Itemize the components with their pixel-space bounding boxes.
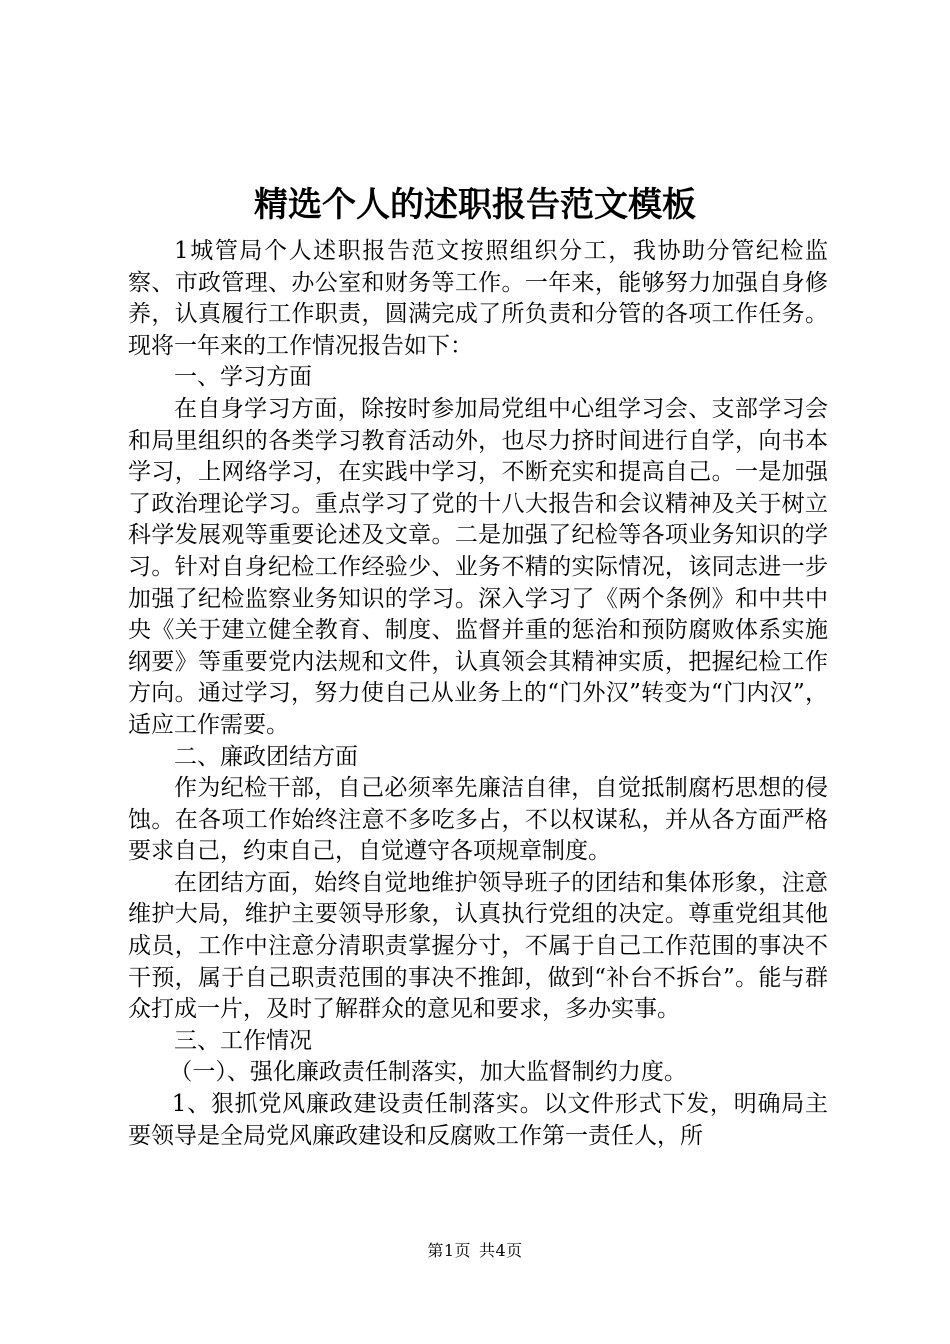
- page-total: 共4页: [479, 1241, 523, 1260]
- subsection-heading-responsibility: （一）、强化廉政责任制落实，加大监督制约力度。: [169, 1059, 687, 1086]
- paragraph-integrity: 作为纪检干部，自己必须率先廉洁自律，自觉抵制腐朽思想的侵蚀。在各项工作始终注意不多吃多占，不以权谋私，并从各方面严格要求自己，约束自己，自觉遵守各项规章制度。: [128, 775, 828, 865]
- list-item-responsibility: 1、狠抓党风廉政建设责任制落实。以文件形式下发，明确局主要领导是全局党风廉政建设和反腐败工作第一责任人，所: [128, 1091, 828, 1149]
- document-title: 精选个人的述职报告范文模板: [254, 185, 696, 225]
- paragraph-intro: 1城管局个人述职报告范文按照组织分工，我协助分管纪检监察、市政管理、办公室和财务等工作。一年来，能够努力加强自身修养，认真履行工作职责，圆满完成了所负责和分管的各项工作任务。现将一年来的工作情况报告如下：: [128, 238, 828, 359]
- page-number: 第1页: [427, 1241, 471, 1260]
- page-footer: [0, 1239, 950, 1263]
- document-body: [128, 236, 828, 1152]
- paragraph-unity: 在团结方面，始终自觉地维护领导班子的团结和集体形象，注意维护大局，维护主要领导形象，认真执行党组的决定。尊重党组其他成员，工作中注意分清职责掌握分寸，不属于自己工作范围的事决不干预，属于自己职责范围的事决不推卸，做到“补台不拆台”。能与群众打成一片，及时了解群众的意见和要求，多办实事。: [128, 869, 828, 1023]
- section-heading-study: 一、学习方面: [174, 364, 312, 391]
- section-heading-work: 三、工作情况: [174, 1027, 312, 1054]
- section-heading-integrity: 二、廉政团结方面: [174, 743, 358, 770]
- paragraph-study: 在自身学习方面，除按时参加局党组中心组学习会、支部学习会和局里组织的各类学习教育活动外，也尽力挤时间进行自学，向书本学习，上网络学习，在实践中学习，不断充实和提高自己。一是加强了政治理论学习。重点学习了党的十八大报告和会议精神及关于树立科学发展观等重要论述及文章。二是加强了纪检等各项业务知识的学习。针对自身纪检工作经验少、业务不精的实际情况，该同志进一步加强了纪检监察业务知识的学习。深入学习了《两个条例》和中共中央《关于建立健全教育、制度、监督并重的惩治和预防腐败体系实施纲要》等重要党内法规和文件，认真领会其精神实质，把握纪检工作方向。通过学习，努力使自己从业务上的“门外汉”转变为“门内汉”，适应工作需要。: [128, 395, 828, 738]
